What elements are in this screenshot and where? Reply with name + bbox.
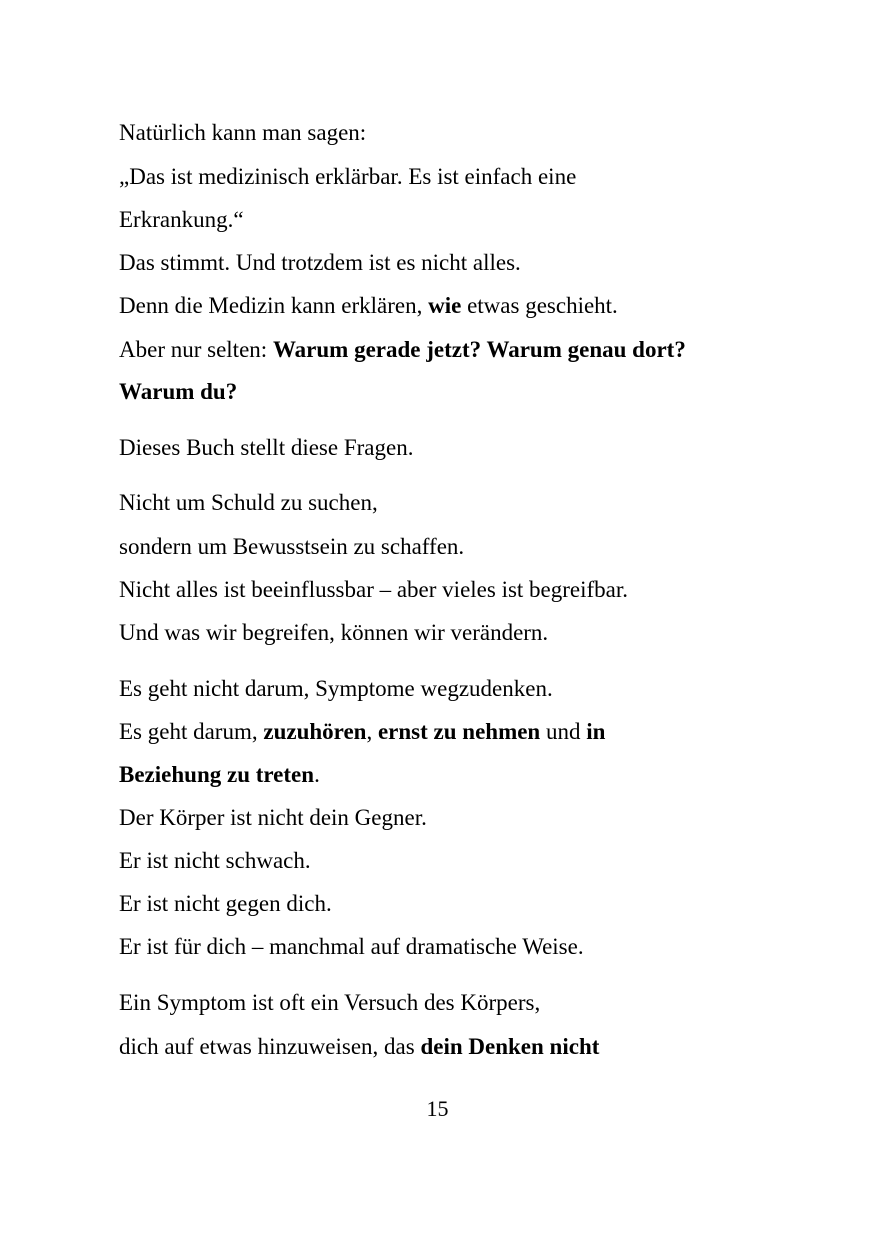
text-line [119, 533, 464, 561]
text-line [119, 249, 521, 277]
text-run: und [540, 719, 587, 744]
text-line [119, 989, 540, 1017]
text-line [119, 890, 332, 918]
bold-text-run: Warum gerade jetzt? Warum genau dort? [272, 337, 686, 362]
text-run: Das stimmt. Und trotzdem ist es nicht alles. [119, 250, 521, 275]
text-line [119, 933, 584, 961]
text-run: Es geht darum, [119, 719, 264, 744]
bold-text-run: Beziehung zu treten [119, 762, 315, 787]
text-run: Er ist nicht gegen dich. [119, 891, 332, 916]
text-run: Es geht nicht darum, Symptome wegzudenken. [119, 676, 553, 701]
text-run: etwas geschieht. [461, 293, 618, 318]
text-run: Ein Symptom ist oft ein Versuch des Körpers, [119, 990, 541, 1015]
bold-text-run: wie [428, 293, 462, 318]
text-run: Nicht um Schuld zu suchen, [119, 490, 378, 515]
text-line [119, 378, 237, 406]
text-line [119, 1033, 599, 1061]
bold-text-run: in [586, 719, 606, 744]
bold-text-run: zuzuhören [263, 719, 367, 744]
text-line [119, 675, 553, 703]
text-line [119, 576, 628, 604]
text-run: „Das ist medizinisch erklärbar. Es ist einfach eine [119, 164, 577, 189]
text-line [119, 847, 311, 875]
text-line [119, 761, 320, 789]
text-line [119, 804, 427, 832]
text-run: , [366, 719, 378, 744]
text-line [119, 718, 605, 746]
page-number: 15 [426, 1096, 449, 1121]
text-run: sondern um Bewusstsein zu schaffen. [119, 534, 465, 559]
text-run: Der Körper ist nicht dein Gegner. [119, 805, 427, 830]
text-line [119, 163, 576, 191]
text-run: . [314, 762, 320, 787]
bold-text-run: ernst zu nehmen [377, 719, 541, 744]
bold-text-run: Warum du? [119, 379, 238, 404]
text-line [119, 119, 366, 147]
text-line [119, 489, 378, 517]
text-line [119, 292, 618, 320]
bold-text-run: dein Denken nicht [420, 1034, 600, 1059]
text-run: dich auf etwas hinzuweisen, das [119, 1034, 421, 1059]
text-run: Er ist nicht schwach. [119, 848, 311, 873]
text-line [119, 434, 413, 462]
text-run: Erkrankung.“ [119, 207, 244, 232]
text-line [119, 619, 548, 647]
text-run: Denn die Medizin kann erklären, [119, 293, 429, 318]
text-run: Dieses Buch stellt diese Fragen. [119, 435, 414, 460]
text-line [119, 206, 244, 234]
text-run: Aber nur selten: [119, 337, 273, 362]
text-run: Nicht alles ist beeinflussbar – aber vieles ist begreifbar. [119, 577, 629, 602]
text-run: Natürlich kann man sagen: [119, 120, 367, 145]
text-line [119, 336, 686, 364]
text-run: Und was wir begreifen, können wir verändern. [119, 620, 549, 645]
text-run: Er ist für dich – manchmal auf dramatische Weise. [119, 934, 584, 959]
